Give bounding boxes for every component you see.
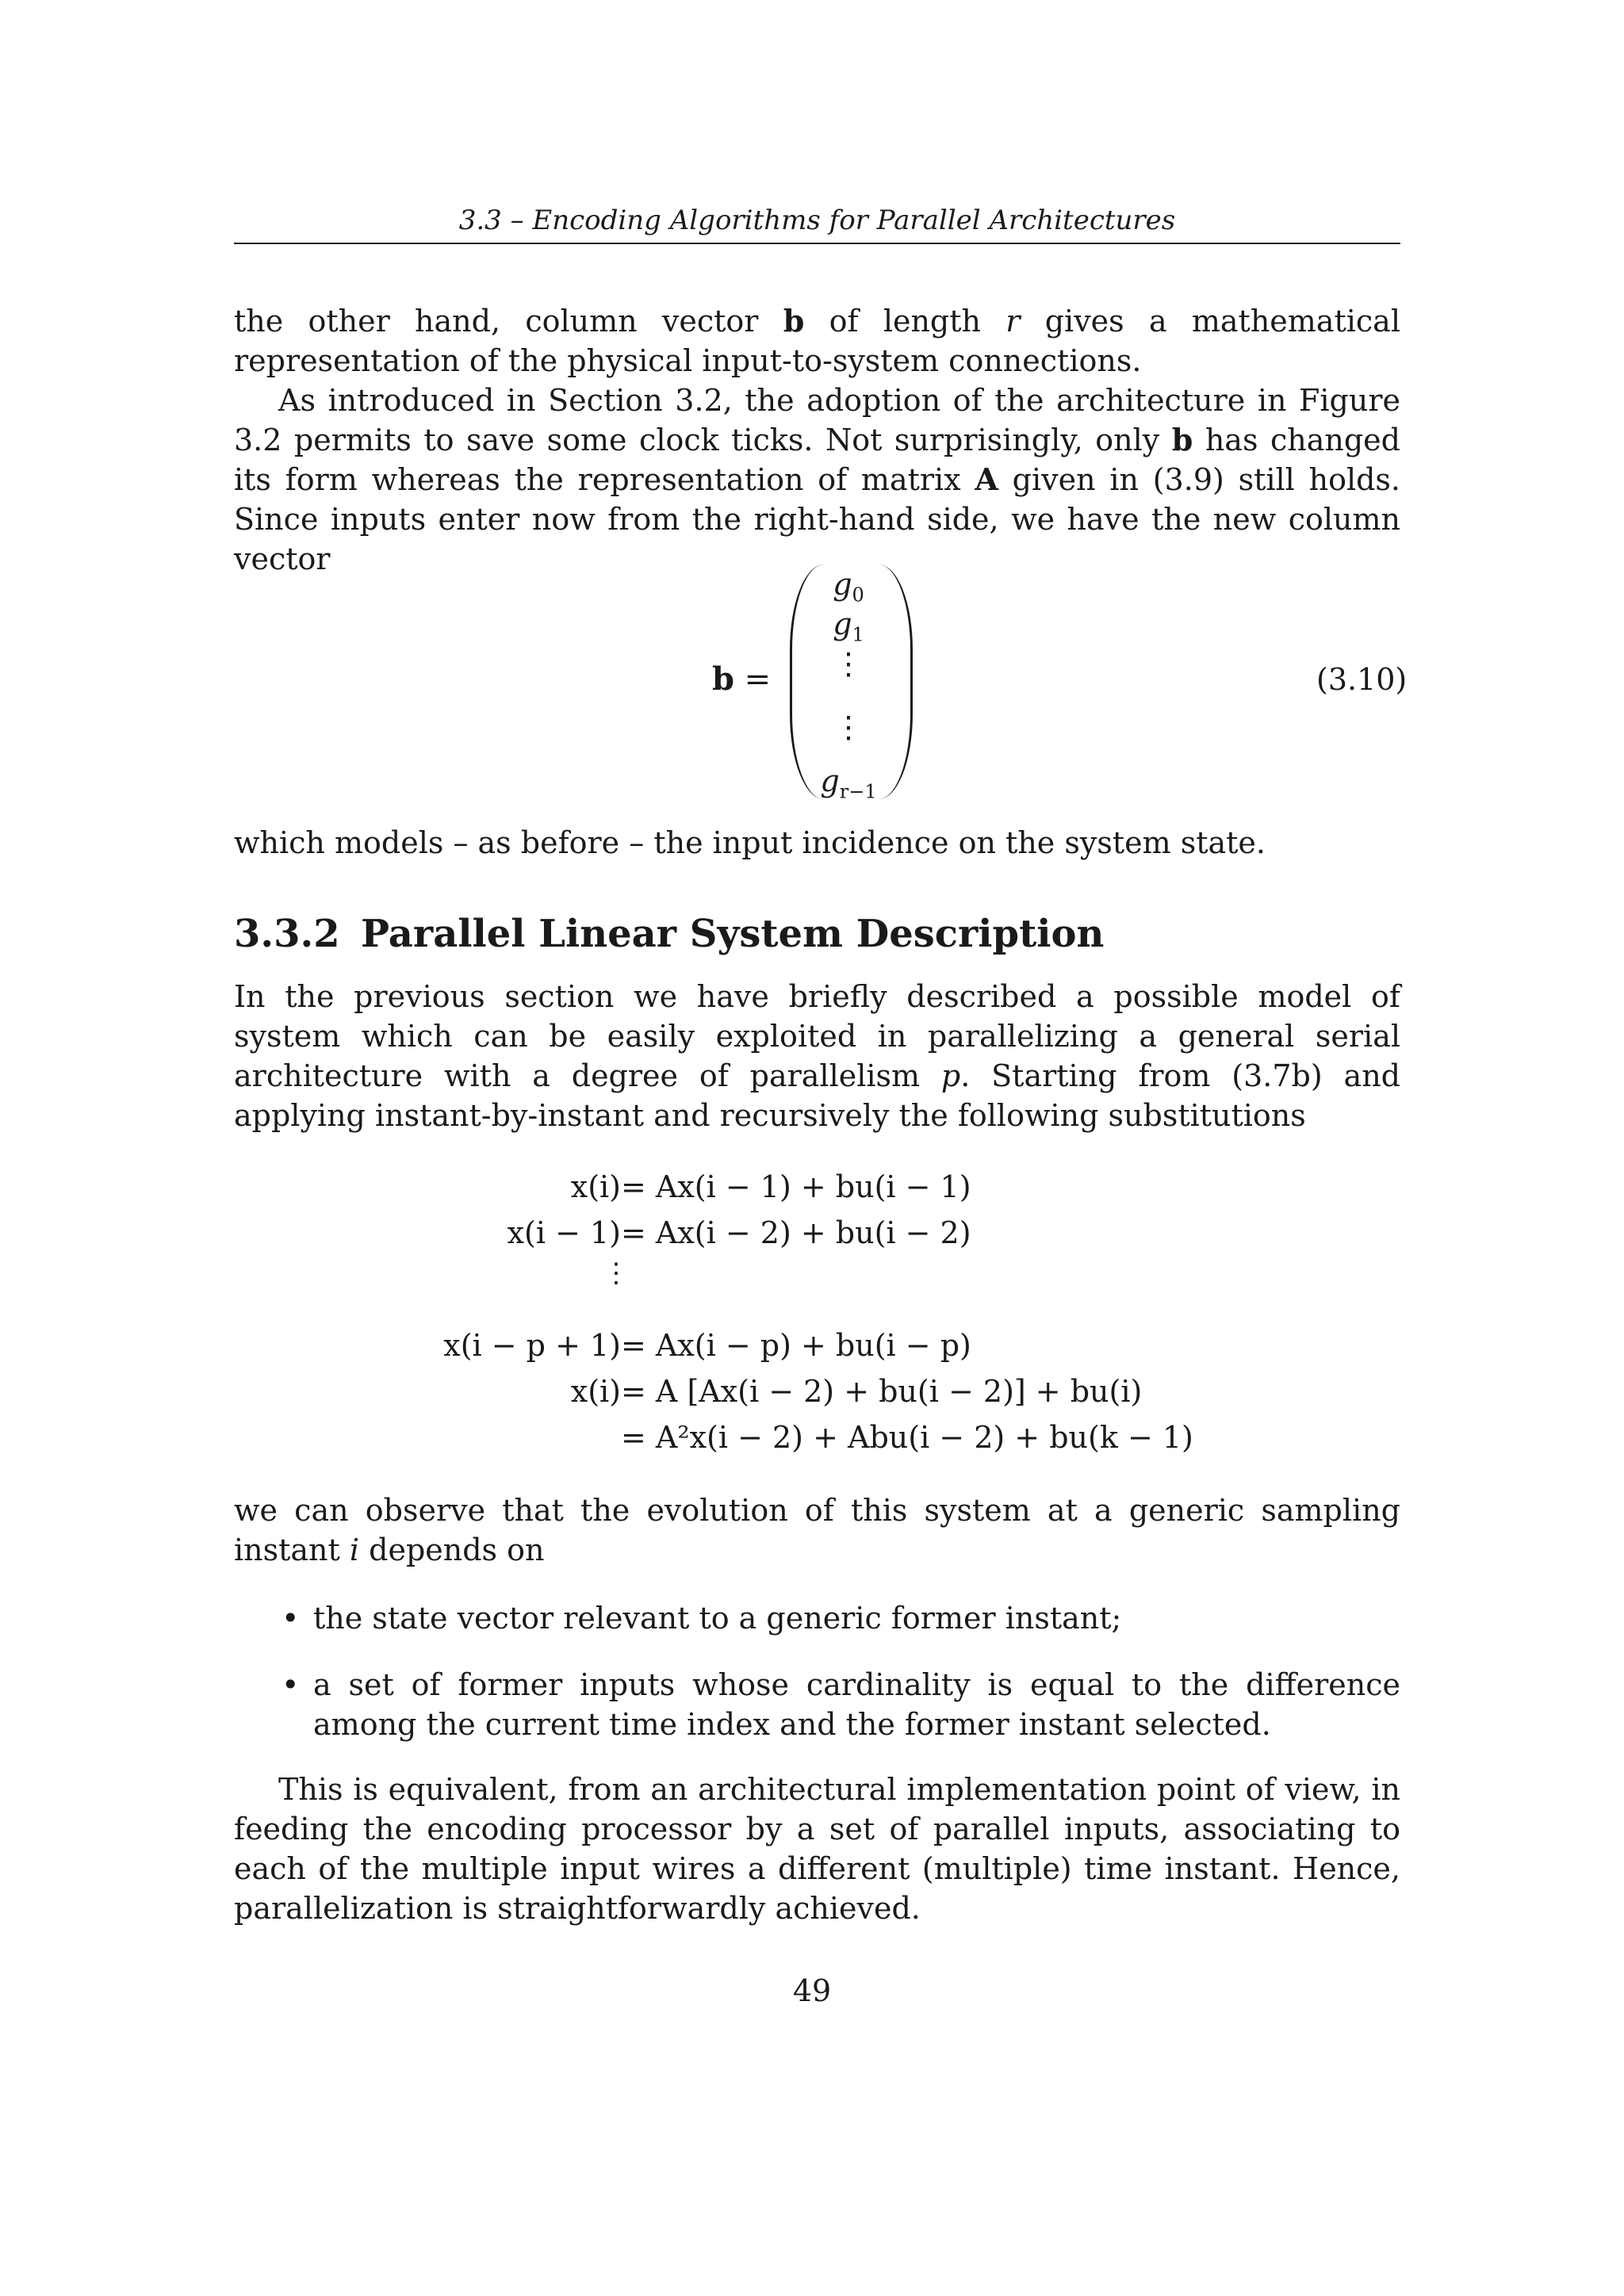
paragraph-conclusion: This is equivalent, from an architectural implementation point of view, in feeding the encoding processor by a set of parallel inputs, associating to each of the multiple input wires a different (multiple) time instant. Hence, parallelization is straightforwardly achieved. <box>234 1772 1400 1926</box>
equation-row: x(i − 1) = Ax(i − 2) + bu(i − 2) <box>507 1215 971 1250</box>
list-item: • a set of former inputs whose cardinality is equal to the difference among the current time index and the former instant selected. <box>234 1665 1400 1744</box>
vector-vdots: ⋮ <box>833 710 864 744</box>
paragraph-input-incidence: which models – as before – the input incidence on the system state. <box>234 825 1266 860</box>
vector-entries <box>793 564 904 801</box>
list-item: • the state vector relevant to a generic former instant; <box>234 1598 1400 1638</box>
header-rule <box>234 243 1400 244</box>
equation-lhs: b = <box>712 660 772 698</box>
equation-row: = A²x(i − 2) + Abu(i − 2) + bu(k − 1) <box>621 1420 1193 1455</box>
running-header: 3.3 – Encoding Algorithms for Parallel Architectures <box>458 205 1176 236</box>
equation-3-10 <box>0 564 1624 802</box>
equation-vdots-row: ⋮ <box>603 1257 630 1289</box>
section-title: Parallel Linear System Description <box>361 912 1105 956</box>
paragraph-vector-b: the other hand, column vector b of length r gives a mathematical representation of the physical input-to-system connections. <box>234 303 1400 378</box>
equation-row: x(i) = A [Ax(i − 2) + bu(i − 2)] + bu(i) <box>570 1374 1143 1409</box>
section-heading <box>234 910 1104 958</box>
equation-number: (3.10) <box>1316 662 1408 697</box>
paragraph-previous-section: In the previous section we have briefly described a possible model of system which can be easily exploited in parallelizing a general serial architecture with a degree of parallelism p. Starting from (3.7b) and applying instant-by-instant and recursively the following substitutions <box>234 979 1400 1133</box>
vector-entry: $g_0$ <box>833 567 864 607</box>
vector-entry: $g_1$ <box>833 607 864 646</box>
paragraph-architecture: As introduced in Section 3.2, the adoption of the architecture in Figure 3.2 permits to save some clock ticks. Not surprisingly, only b has changed its form whereas the representation of matrix A given in (3.9) still holds. Since inputs enter now from the right-hand side, we have the new column vector <box>234 383 1400 576</box>
vector-entry: $g_{r-1}$ <box>820 763 877 803</box>
equation-row: x(i) = Ax(i − 1) + bu(i − 1) <box>570 1169 971 1204</box>
bullet-icon: • <box>282 1601 300 1636</box>
paragraph-evolution: we can observe that the evolution of this system at a generic sampling instant i depends on <box>234 1493 1400 1567</box>
bullet-list <box>234 1598 1400 1744</box>
page-number: 49 <box>792 1973 832 2008</box>
vector-vdots: ⋮ <box>833 646 864 681</box>
section-number: 3.3.2 <box>234 912 340 956</box>
equation-row: x(i − p + 1) = Ax(i − p) + bu(i − p) <box>443 1328 971 1363</box>
bullet-icon: • <box>282 1667 300 1702</box>
